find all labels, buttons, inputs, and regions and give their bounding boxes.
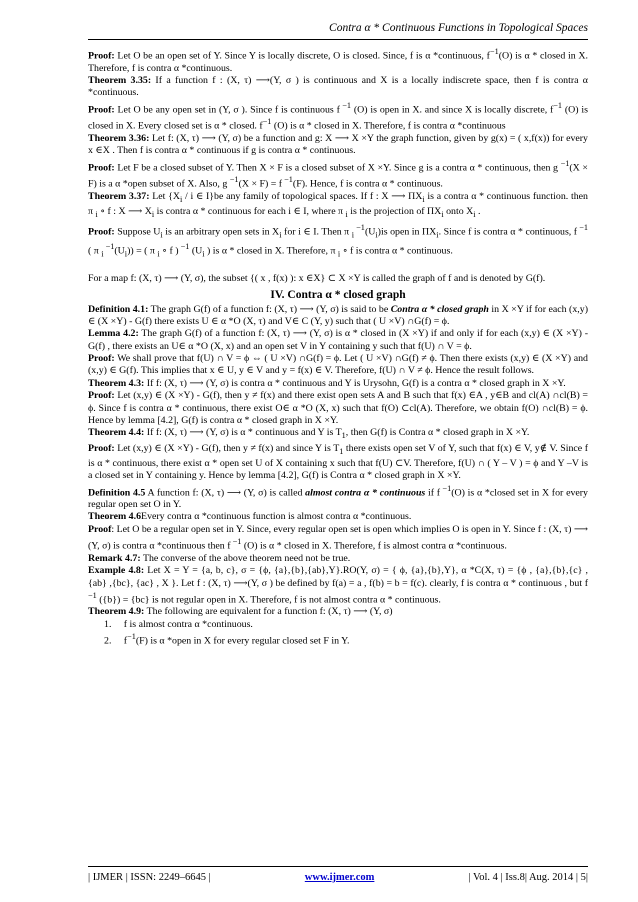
running-header: Contra α * Continuous Functions in Topological Spaces <box>329 22 588 34</box>
paragraph: Theorem 4.3: If f: (X, τ) ⟶ (Y, σ) is contra α * continuous and Y is Urysohn, G(f) is a contra α * closed graph in X ×Y. <box>88 377 566 389</box>
footer-website-link[interactable]: www.ijmer.com <box>304 872 375 883</box>
paragraph: Theorem 3.35: If a function f : (X, τ) ⟶(Y, σ ) is continuous and X is a locally indiscrete space, then f is contra α *continuous. <box>88 74 588 99</box>
header-rule <box>88 39 588 40</box>
footer-rule <box>88 866 588 867</box>
spacer <box>88 261 588 273</box>
paragraph: For a map f: (X, τ) ⟶ (Y, σ), the subset {( x , f(x) ): x ∈X} ⊂ X ×Y is called the graph of f and is denoted by G(f). <box>88 273 546 285</box>
paragraph: Example 4.8: Let X = Y = {a, b, c}, σ = {ϕ, {a},{b},{ab},Y}.RO(Y, σ) = { ϕ, {a},{b},Y}, α *C(X, τ) = {ϕ , {a},{b},{c} , {ab} ,{bc}, {ac} , X }. Let f : (X, τ) ⟶(Y, σ ) be defined by f(a) = a , f(b) = b = f(c). clearly, f is contra α * continuous , but f $^{-1}$ ({b}) = {bc} is not regular open in X. Therefore, f is not almost contra α * continuous. <box>88 565 588 606</box>
footer-volume: | Vol. 4 | Iss.8| Aug. 2014 | 5| <box>468 872 588 883</box>
paragraph: Definition 4.1: The graph G(f) of a function f: (X, τ) ⟶ (Y, σ) is said to be Contra α * closed graph in X ×Y if for each (x,y) ∈ (X ×Y) - G(f) there exists U ∈ α *O (X, τ) and V∈ C (Y, y) such that ( U ×V) ∩G(f) = ϕ. <box>88 303 588 328</box>
footer-journal: | IJMER | ISSN: 2249–6645 | <box>88 872 211 883</box>
list-item: 1. f is almost contra α *continuous. <box>104 618 253 630</box>
paragraph: Theorem 3.37: Let {$X_i$ / i ∈ I}be any family of topological spaces. If f : X ⟶ $\Pi X_i$ is a contra α * continuous function. then π $_i$ ∘ f : X ⟶ $X_i$ is contra α * continuous for each i ∈ I, where π $_i$ is the projection of $\Pi X_i$ onto $X_i$ . <box>88 190 588 220</box>
paragraph: Definition 4.5 A function f: (X, τ) ⟶ (Y, σ) is called almost contra α * continuous if f $^{-1}$(O) is α *closed set in X for every regular open set O in Y. <box>88 483 588 511</box>
paragraph: Proof: Let (x,y) ∈ (X ×Y) - G(f), then y ≠ f(x) and there exist open sets A and B such that f(x) ∈A , y∈B and cl(A) ∩cl(B) = ϕ. Since f is contra α * continuous, there exist O∈ α *O (X, x) such that f(O) ⊂cl(A). Therefore, we obtain f(O) ∩cl(B) = ϕ. Hence by lemma [4.2], G(f) is contra α * closed graph in X ×Y. <box>88 390 588 426</box>
paragraph: Proof: Suppose $U_i$ is an arbitrary open sets in $X_i$ for i ∈ I. Then π $_i$ $^{-1}(U_i)is$ open in $\Pi X_i$. Since f is contra α * continuous, f $^{-1}$ ( π $_i$ $^{-1}(U_i)$) = ( π $_i$ ∘ f ) $^{-1}$ ($U_i$ ) is α * closed in X. Therefore, π $_i$ ∘ f is contra α * continuous. <box>88 222 589 259</box>
page-body <box>88 46 588 648</box>
section-title: IV. Contra α * closed graph <box>270 289 406 302</box>
paragraph: Theorem 4.9: The following are equivalent for a function f: (X, τ) ⟶ (Y, σ) <box>88 606 393 618</box>
paragraph: Proof: Let (x,y) ∈ (X ×Y) - G(f), then y ≠ f(x) and since Y is $T_1$ there exists open set V of Y, such that f(x) ∈ V, y∉ V. Since f is α * continuous, there exist α * open set U of X containing x such that f(U) ⊂V. Therefore, f(U) ∩ ( Y – V ) = ϕ and Y –V is a closed set in Y containing y. Hence by lemma [4.2], G(f) is Contra α * closed graph in X ×Y. <box>88 442 588 482</box>
paragraph: Theorem 4.4: If f: (X, τ) ⟶ (Y, σ) is α * continuous and Y is $T_1$, then G(f) is Contra α * closed graph in X ×Y. <box>88 427 530 441</box>
paragraph: Proof: We shall prove that f(U) ∩ V = ϕ ⇔ ( U ×V) ∩G(f) = ϕ. Let ( U ×V) ∩G(f) ≠ ϕ. Then there exists (x,y) ∈ (X ×Y) and (x,y) ∈ G(f). This implies that x ∈ U, y ∈ V and y = f(x) ∈ V. Therefore, f(U) ∩ V ≠ ϕ. Hence the result follows. <box>88 353 588 377</box>
paragraph: Lemma 4.2: The graph G(f) of a function f: (X, τ) ⟶ (Y, σ) is α * closed in (X ×Y) if and only if for each (x,y) ∈ (X ×Y) - G(f) , there exists an U∈ α *O (X, x) and an open set V in Y containing y such that f(U) ∩ V = ϕ. <box>88 328 588 352</box>
paragraph: Proof: Let F be a closed subset of Y. Then X × F is a closed subset of X ×Y. Since g is a contra α * continuous, then g $^{-1}$(X × F) is a α *open subset of X. Also, g $^{-1}$(X × F) = f $^{-1}$(F). Hence, f is contra α * continuous. <box>88 158 588 190</box>
paragraph: Remark 4.7: The converse of the above theorem need not be true. <box>88 552 351 564</box>
paragraph: Proof: Let O be a regular open set in Y. Since, every regular open set is open which implies O is open in Y. Since f : (X, τ) ⟶ (Y, σ) is contra α *continuous then f $^{-1}$ (O) is α * closed in X. Therefore, f is almost contra α *continuous. <box>88 523 588 552</box>
paragraph: Theorem 3.36: Let f: (X, τ) ⟶ (Y, σ) be a function and g: X ⟶ X ×Y the graph function, given by g(x) = ( x,f(x)) for every x ∈X . Then f is contra α * continuous if g is contra α * continuous. <box>88 132 588 157</box>
paragraph: Proof: Let O be an open set of Y. Since Y is locally discrete, O is closed. Since, f is α *continuous, $f^{-1}(O)$ is α * closed in X. Therefore, f is contra α *continuous. <box>88 47 588 74</box>
paragraph: Theorem 4.6Every contra α *continuous function is almost contra α *continuous. <box>88 511 412 523</box>
paragraph: Proof: Let O be any open set in (Y, σ ). Since f is continuous f $^{-1}$ (O) is open in X. and since X is locally discrete, $f^{-1}$ (O) is closed in X. Every closed set is α * closed. $f^{-1}$ (O) is α * closed in X. Therefore, f is contra α *continuous <box>88 100 588 132</box>
footer <box>88 872 588 883</box>
list-item: 2. $f^{-1}(F)$ is α *open in X for every regular closed set F in Y. <box>104 632 350 647</box>
